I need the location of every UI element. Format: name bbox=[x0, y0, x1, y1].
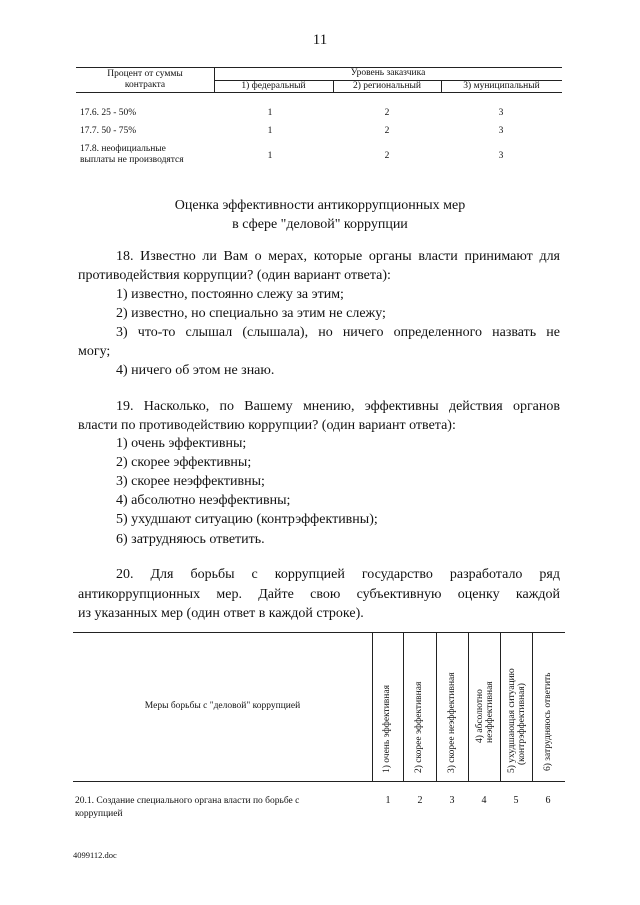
table-cell: 3 bbox=[498, 126, 504, 136]
answer-option: 4) ничего об этом не знаю. bbox=[116, 363, 275, 378]
answer-option: 5) ухудшают ситуацию (контрэффективны); bbox=[116, 512, 378, 527]
table-column-divider bbox=[403, 632, 404, 781]
answer-option: 1) очень эффективны; bbox=[116, 436, 247, 451]
table-cell: 3 bbox=[498, 108, 504, 118]
table-column-divider bbox=[532, 632, 533, 781]
column-header-rather-ineffective: 3) скорее неэффективная bbox=[447, 672, 457, 773]
group-header-customer-level: Уровень заказчика bbox=[350, 68, 426, 78]
table-cell: 1 bbox=[267, 126, 273, 136]
answer-option: 6) затрудняюсь ответить. bbox=[116, 532, 265, 547]
row-header-measures: Меры борьбы с "деловой" коррупцией bbox=[144, 701, 301, 711]
table-cell: 1 bbox=[385, 795, 391, 806]
answer-option: 2) скорее эффективны; bbox=[116, 455, 252, 470]
table-cell: 6 bbox=[545, 795, 551, 806]
table-column-divider bbox=[468, 632, 469, 781]
column-header-worsens-situation: 5) ухудшающая ситуацию (контрэффективная) bbox=[507, 668, 527, 773]
page-number: 11 bbox=[312, 32, 328, 48]
question-20: 20. Для борьбы с коррупцией государство разработало ряд антикоррупционных мер. Дайте свою субъективную оценку каждой из указанных мер (один ответ в каждой строке). bbox=[78, 567, 560, 621]
table-cell: 2 bbox=[417, 795, 423, 806]
question-18: 18. Известно ли Вам о мерах, которые органы власти принимают для противодействия коррупции? (один вариант ответа): bbox=[78, 249, 560, 283]
table-cell: 1 bbox=[267, 108, 273, 118]
table-column-divider bbox=[436, 632, 437, 781]
table-header-bottom-border bbox=[73, 781, 565, 782]
column-header-very-effective: 1) очень эффективная bbox=[382, 685, 392, 773]
column-header-rather-effective: 2) скорее эффективная bbox=[414, 681, 424, 773]
column-header-hard-to-answer: 6) затрудняюсь ответить bbox=[543, 672, 553, 771]
table-cell: 4 bbox=[481, 795, 487, 806]
answer-option: 2) известно, но специально за этим не слежу; bbox=[116, 306, 386, 321]
table-cell: 3 bbox=[449, 795, 455, 806]
table-row-label: 17.6. 25 - 50% bbox=[80, 108, 137, 118]
table-column-divider bbox=[372, 632, 373, 781]
answer-option-continuation: могу; bbox=[78, 344, 111, 359]
footer-filename: 4099112.doc bbox=[73, 850, 117, 860]
table-cell: 1 bbox=[267, 151, 273, 161]
section-title: Оценка эффективности антикоррупционных мер в сфере "деловой" коррупции bbox=[174, 198, 466, 232]
table-cell: 5 bbox=[513, 795, 519, 806]
subheader-regional: 2) региональный bbox=[353, 81, 421, 91]
table-header-bottom-border bbox=[76, 92, 562, 93]
table-cell: 2 bbox=[384, 108, 390, 118]
column-header-absolutely-ineffective: 4) абсолютно неэффективная bbox=[475, 681, 495, 743]
table-column-divider bbox=[500, 632, 501, 781]
answer-option: 1) известно, постоянно слежу за этим; bbox=[116, 287, 344, 302]
answer-option: 3) скорее неэффективны; bbox=[116, 474, 265, 489]
table-row-label: 17.7. 50 - 75% bbox=[80, 126, 137, 136]
table-row-label: 20.1. Создание специального органа власти по борьбе с коррупцией bbox=[75, 796, 300, 819]
table-top-border bbox=[73, 632, 565, 633]
column-header-contract-percent: Процент от суммы контракта bbox=[107, 69, 183, 90]
subheader-municipal: 3) муниципальный bbox=[463, 81, 540, 91]
answer-option: 3) что-то слышал (слышала), но ничего определенного назвать не bbox=[116, 325, 560, 340]
table-cell: 2 bbox=[384, 126, 390, 136]
table-cell: 3 bbox=[498, 151, 504, 161]
table-cell: 2 bbox=[384, 151, 390, 161]
subheader-federal: 1) федеральный bbox=[241, 81, 306, 91]
question-19: 19. Насколько, по Вашему мнению, эффективны действия органов власти по противодействию коррупции? (один вариант ответа): bbox=[78, 399, 560, 433]
table-row-label: 17.8. неофициальные выплаты не производятся bbox=[80, 144, 184, 165]
answer-option: 4) абсолютно неэффективны; bbox=[116, 493, 291, 508]
